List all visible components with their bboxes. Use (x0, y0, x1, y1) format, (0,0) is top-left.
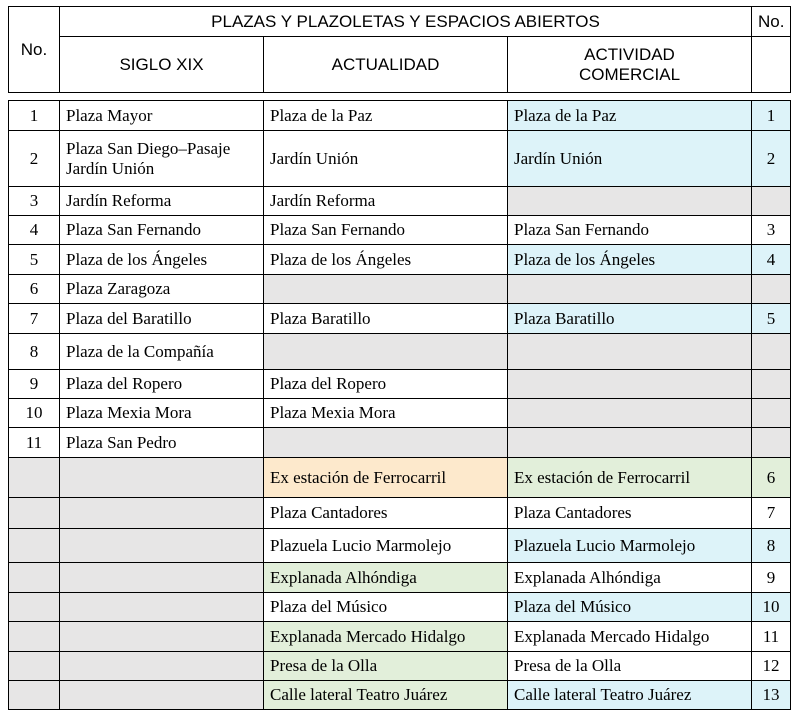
row-comercial: Plaza San Fernando (508, 216, 752, 245)
row-siglo: Plaza Mayor (60, 101, 264, 131)
table-row (9, 101, 791, 131)
row-comercial: Ex estación de Ferrocarril (508, 458, 752, 498)
row-actualidad: Plaza San Fernando (264, 216, 508, 245)
table-row (9, 652, 791, 681)
table-row (9, 681, 791, 710)
row-comercial: Plaza del Músico (508, 593, 752, 622)
row-comercial (508, 399, 752, 428)
table-row (9, 428, 791, 458)
row-no: 10 (9, 399, 60, 428)
row-actualidad: Jardín Reforma (264, 187, 508, 216)
table-row (9, 187, 791, 216)
row-no: 2 (9, 131, 60, 187)
row-actualidad: Calle lateral Teatro Juárez (264, 681, 508, 710)
row-actualidad: Plaza Cantadores (264, 498, 508, 529)
row-no2: 11 (752, 622, 791, 652)
header-table (8, 6, 791, 93)
row-siglo (60, 563, 264, 593)
row-comercial: Plaza de los Ángeles (508, 245, 752, 275)
header-col-siglo: SIGLO XIX (60, 37, 264, 93)
table-row (9, 370, 791, 399)
row-no2: 3 (752, 216, 791, 245)
row-comercial (508, 334, 752, 370)
row-actualidad (264, 275, 508, 304)
row-comercial (508, 187, 752, 216)
row-actualidad: Ex estación de Ferrocarril (264, 458, 508, 498)
row-siglo: Plaza de la Compañía (60, 334, 264, 370)
row-actualidad: Plazuela Lucio Marmolejo (264, 529, 508, 563)
row-siglo: Plaza del Baratillo (60, 304, 264, 334)
row-siglo: Plaza Mexia Mora (60, 399, 264, 428)
row-no: 7 (9, 304, 60, 334)
row-no2: 5 (752, 304, 791, 334)
row-comercial: Presa de la Olla (508, 652, 752, 681)
row-no2 (752, 275, 791, 304)
row-comercial: Plaza Baratillo (508, 304, 752, 334)
row-no: 9 (9, 370, 60, 399)
header-title: PLAZAS Y PLAZOLETAS Y ESPACIOS ABIERTOS (60, 7, 752, 37)
row-actualidad: Presa de la Olla (264, 652, 508, 681)
row-actualidad: Plaza Baratillo (264, 304, 508, 334)
row-comercial: Explanada Mercado Hidalgo (508, 622, 752, 652)
row-siglo (60, 498, 264, 529)
table-row (9, 399, 791, 428)
header-col-actualidad: ACTUALIDAD (264, 37, 508, 93)
row-no2 (752, 428, 791, 458)
row-no: 6 (9, 275, 60, 304)
row-no (9, 458, 60, 498)
row-siglo: Plaza de los Ángeles (60, 245, 264, 275)
row-no2: 4 (752, 245, 791, 275)
row-actualidad: Explanada Alhóndiga (264, 563, 508, 593)
row-comercial (508, 428, 752, 458)
header-col-actividad: ACTIVIDAD COMERCIAL (508, 37, 752, 93)
row-no: 8 (9, 334, 60, 370)
table-row (9, 216, 791, 245)
row-no (9, 498, 60, 529)
row-comercial (508, 370, 752, 399)
row-siglo (60, 529, 264, 563)
row-no (9, 563, 60, 593)
row-no2: 8 (752, 529, 791, 563)
row-actualidad: Jardín Unión (264, 131, 508, 187)
table-row (9, 498, 791, 529)
row-siglo (60, 681, 264, 710)
row-siglo: Plaza Zaragoza (60, 275, 264, 304)
row-siglo: Jardín Reforma (60, 187, 264, 216)
row-actualidad (264, 428, 508, 458)
row-no (9, 622, 60, 652)
row-no (9, 652, 60, 681)
row-no: 5 (9, 245, 60, 275)
row-siglo: Plaza San Diego–Pasaje Jardín Unión (60, 131, 264, 187)
row-comercial: Calle lateral Teatro Juárez (508, 681, 752, 710)
table-row (9, 275, 791, 304)
table-row (9, 245, 791, 275)
row-actualidad: Plaza del Músico (264, 593, 508, 622)
row-no (9, 681, 60, 710)
row-siglo (60, 458, 264, 498)
row-actualidad (264, 334, 508, 370)
body-table (8, 100, 791, 710)
row-comercial: Plaza de la Paz (508, 101, 752, 131)
row-no2 (752, 187, 791, 216)
header-no-left: No. (9, 7, 60, 93)
row-no (9, 529, 60, 563)
row-siglo (60, 622, 264, 652)
row-no2: 13 (752, 681, 791, 710)
header-no-right-blank (752, 37, 791, 93)
row-actualidad: Explanada Mercado Hidalgo (264, 622, 508, 652)
row-no2: 9 (752, 563, 791, 593)
row-no: 3 (9, 187, 60, 216)
row-no2: 12 (752, 652, 791, 681)
row-no2: 2 (752, 131, 791, 187)
row-no: 4 (9, 216, 60, 245)
row-no2: 6 (752, 458, 791, 498)
row-no2 (752, 370, 791, 399)
row-comercial: Plaza Cantadores (508, 498, 752, 529)
row-comercial: Jardín Unión (508, 131, 752, 187)
table-row (9, 334, 791, 370)
row-comercial: Explanada Alhóndiga (508, 563, 752, 593)
row-comercial (508, 275, 752, 304)
row-no2 (752, 399, 791, 428)
table-row (9, 458, 791, 498)
table-row (9, 131, 791, 187)
row-no (9, 593, 60, 622)
row-actualidad: Plaza Mexia Mora (264, 399, 508, 428)
row-siglo (60, 652, 264, 681)
row-actualidad: Plaza de los Ángeles (264, 245, 508, 275)
row-siglo: Plaza del Ropero (60, 370, 264, 399)
table-row (9, 529, 791, 563)
table-row (9, 593, 791, 622)
row-actualidad: Plaza de la Paz (264, 101, 508, 131)
header-no-right: No. (752, 7, 791, 37)
table-row (9, 304, 791, 334)
row-no: 11 (9, 428, 60, 458)
row-comercial: Plazuela Lucio Marmolejo (508, 529, 752, 563)
row-no: 1 (9, 101, 60, 131)
table-row (9, 622, 791, 652)
row-no2 (752, 334, 791, 370)
row-siglo (60, 593, 264, 622)
row-siglo: Plaza San Fernando (60, 216, 264, 245)
row-no2: 10 (752, 593, 791, 622)
table-row (9, 563, 791, 593)
row-actualidad: Plaza del Ropero (264, 370, 508, 399)
row-siglo: Plaza San Pedro (60, 428, 264, 458)
row-no2: 1 (752, 101, 791, 131)
row-no2: 7 (752, 498, 791, 529)
